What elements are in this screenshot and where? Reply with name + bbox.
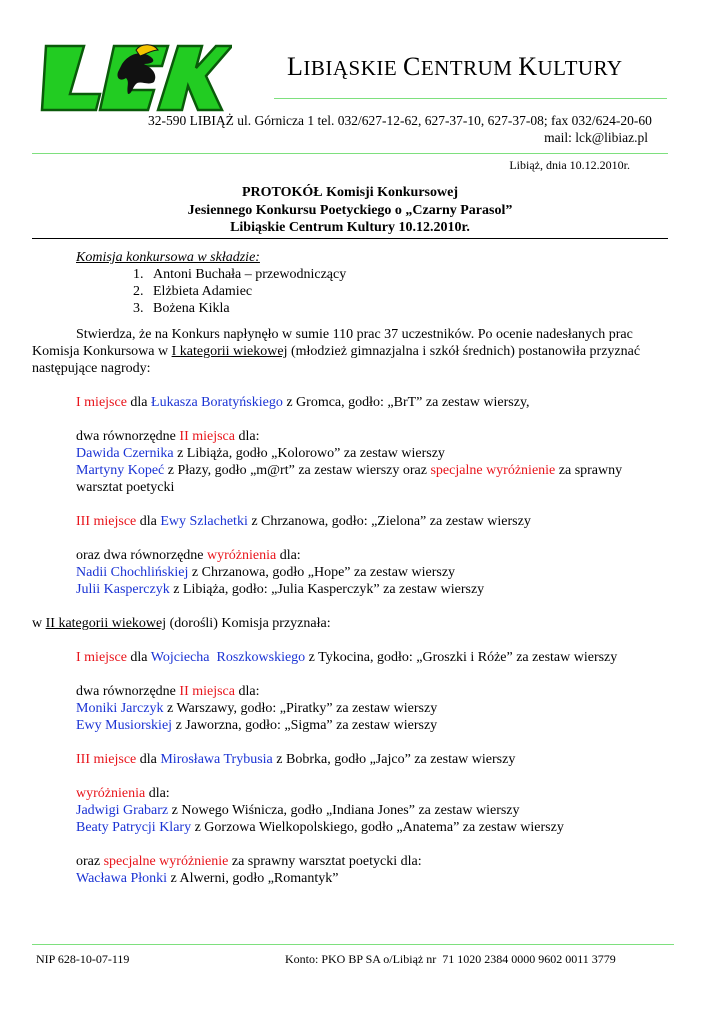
list-item: 1. Antoni Buchała – przewodniczący <box>133 267 347 282</box>
cat1-honors: oraz dwa równorzędne wyróżnienia dla: Nadii Chochlińskiej z Chrzanowa, godło „Hope” za zestaw wierszy Julii Kasperczyk z Libiąża, godło: „Julia Kasperczyk” za zestaw wierszy <box>32 547 672 598</box>
cat2-honors: wyróżnienia dla: Jadwigi Grabarz z Nowego Wiśnicza, godło „Indiana Jones” za zestaw wierszy Beaty Patrycji Klary z Gorzowa Wielkopolskiego, godło „Anatema” za zestaw wierszy <box>32 785 672 836</box>
organization-name: LIBIĄSKIE CENTRUM KULTURY <box>287 52 623 81</box>
address-block <box>148 112 652 146</box>
list-item: Julii Kasperczyk z Libiąża, godło: „Julia Kasperczyk” za zestaw wierszy <box>76 582 485 597</box>
lck-logo <box>40 42 232 114</box>
list-item: Ewy Musiorskiej z Jaworzna, godło: „Sigma” za zestaw wierszy <box>76 718 438 733</box>
protocol-body <box>32 249 672 887</box>
title-line-3: Libiąskie Centrum Kultury 10.12.2010r. <box>230 220 470 235</box>
mail-line: mail: lck@libiaz.pl <box>544 130 648 145</box>
cat1-first-place: I miejsce dla Łukasza Boratyńskiego z Gromca, godło: „BrT” za zestaw wierszy, <box>76 395 530 410</box>
list-item: Beaty Patrycji Klary z Gorzowa Wielkopolskiego, godło „Anatema” za zestaw wierszy <box>76 820 564 835</box>
intro-paragraph: Stwierdza, że na Konkurs napłynęło w sumie 110 prac 37 uczestników. Po ocenie nadesłanych prac Komisja Konkursowa w I kategorii wiekowej (młodzież gimnazjalna i szkół średnich) postanowiła przyznać następujące nagrody: <box>32 327 641 376</box>
document-title <box>32 184 668 237</box>
footer-rule <box>32 944 674 945</box>
cat2-special-award: oraz specjalne wyróżnienie za sprawny warsztat poetycki dla: Wacława Płonki z Alwerni, godło „Romantyk” <box>32 853 672 887</box>
list-item: 3. Bożena Kikla <box>133 301 230 316</box>
logo-letter-k <box>158 46 232 110</box>
cat2-third-place: III miejsce dla Mirosława Trybusia z Bobrka, godło „Jajco” za zestaw wierszy <box>76 752 516 767</box>
list-item: Jadwigi Grabarz z Nowego Wiśnicza, godło „Indiana Jones” za zestaw wierszy <box>76 803 520 818</box>
list-item: Nadii Chochlińskiej z Chrzanowa, godło „Hope” za zestaw wierszy <box>76 565 456 580</box>
cat1-second-place: dwa równorzędne II miejsca dla: Dawida Czernika z Libiąża, godło „Kolorowo” za zestaw wierszy Martyny Kopeć z Płazy, godło „m@rt” za zestaw wierszy oraz specjalne wyróżnienie za sprawny warsztat poetycki <box>32 428 672 496</box>
logo-letter-l <box>42 46 100 110</box>
committee-list <box>32 266 672 317</box>
address-line: 32-590 LIBIĄŻ ul. Górnicza 1 tel. 032/627-12-62, 627-37-10, 627-37-08; fax 032/624-20-60 <box>148 113 652 128</box>
header-rule <box>274 98 667 99</box>
title-rule <box>32 238 668 239</box>
committee-heading: Komisja konkursowa w składzie: <box>76 250 260 265</box>
cat2-second-place: dwa równorzędne II miejsca dla: Moniki Jarczyk z Warszawy, godło: „Piratky” za zestaw wierszy Ewy Musiorskiej z Jaworzna, godło: „Sigma” za zestaw wierszy <box>32 683 672 734</box>
footer-nip: NIP 628-10-07-119 <box>36 952 130 966</box>
cat2-intro: w II kategorii wiekowej (dorośli) Komisja przyznała: <box>32 616 331 631</box>
cat2-first-place: I miejsce dla Wojciecha Roszkowskiego z Tykocina, godło: „Groszki i Róże” za zestaw wierszy <box>76 650 618 665</box>
list-item: Moniki Jarczyk z Warszawy, godło: „Piratky” za zestaw wierszy <box>76 701 438 716</box>
title-line-1: PROTOKÓŁ Komisji Konkursowej <box>242 185 458 200</box>
list-item: Dawida Czernika z Libiąża, godło „Kolorowo” za zestaw wierszy <box>76 446 445 461</box>
footer-account: Konto: PKO BP SA o/Libiąż nr 71 1020 2384 0000 9602 0011 3779 <box>285 952 616 966</box>
list-item: 2. Elżbieta Adamiec <box>133 284 253 299</box>
address-rule <box>32 153 668 154</box>
document-date: Libiąż, dnia 10.12.2010r. <box>509 158 630 172</box>
list-item: Wacława Płonki z Alwerni, godło „Romantyk” <box>76 871 339 886</box>
cat1-third-place: III miejsce dla Ewy Szlachetki z Chrzanowa, godło: „Zielona” za zestaw wierszy <box>76 514 531 529</box>
list-item: Martyny Kopeć z Płazy, godło „m@rt” za zestaw wierszy oraz specjalne wyróżnienie za sprawny warsztat poetycki <box>76 463 623 495</box>
title-line-2: Jesiennego Konkursu Poetyckiego o „Czarny Parasol” <box>187 202 513 218</box>
